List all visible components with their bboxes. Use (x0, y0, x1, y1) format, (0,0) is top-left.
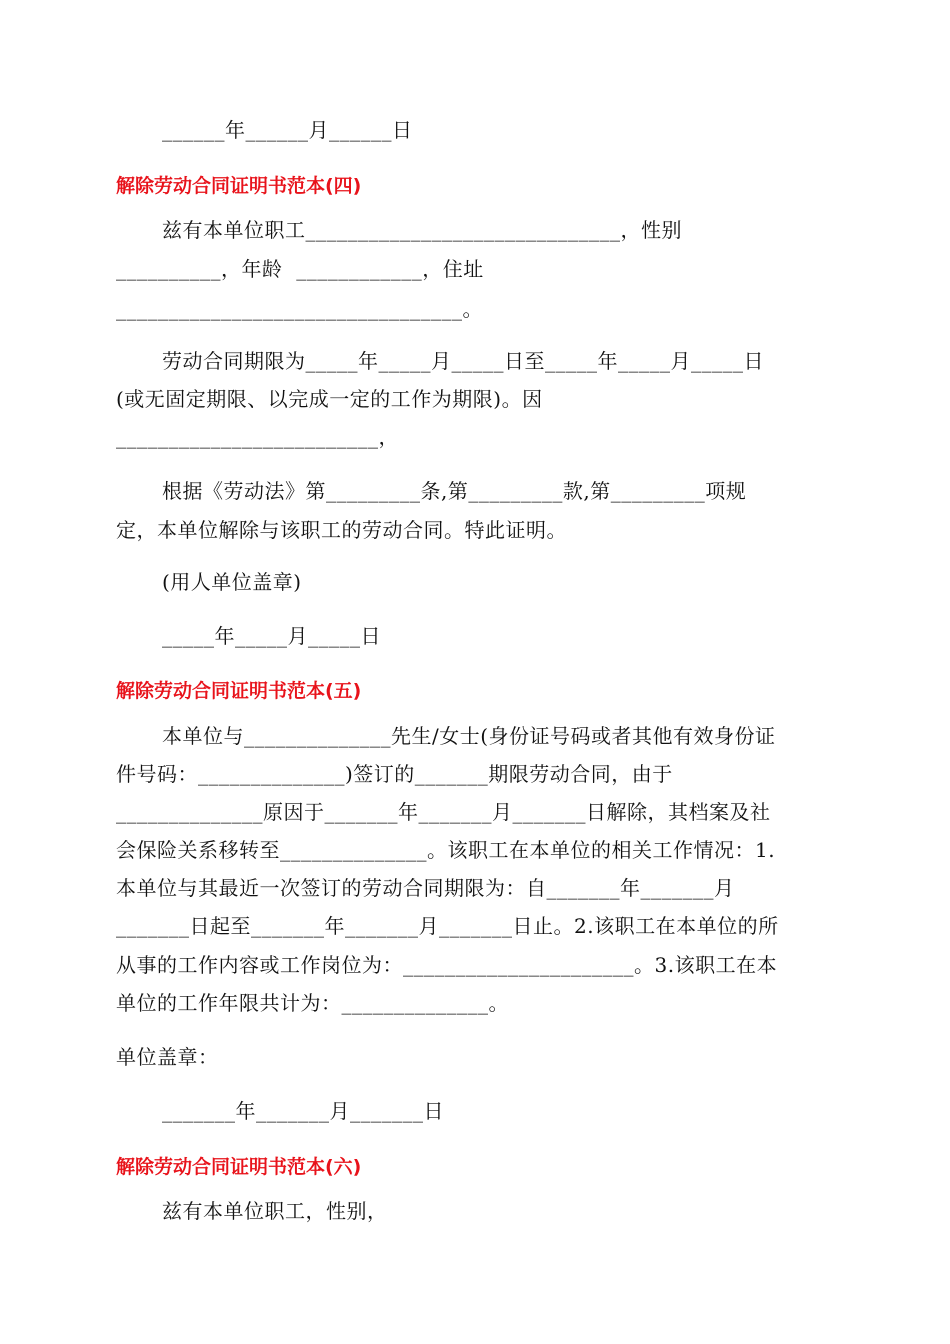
s5-line5: 本单位与其最近一次签订的劳动合同期限为：自_______年_______月 (116, 876, 735, 900)
s4-date-line: _____年_____月_____日 (162, 624, 381, 648)
s4-seal: (用人单位盖章) (162, 570, 302, 594)
s5-line8: 单位的工作年限共计为：______________。 (116, 991, 509, 1015)
s4-para2-line3: _________________________， (116, 425, 399, 449)
s5-line4: 会保险关系移转至______________。该职工在本单位的相关工作情况：1. (116, 838, 776, 862)
s6-line1: 兹有本单位职工，性别， (162, 1199, 388, 1223)
s4-para3-line2: 定，本单位解除与该职工的劳动合同。特此证明。 (116, 518, 567, 542)
s4-para2-line2: (或无固定期限、以完成一定的工作为期限)。因 (116, 387, 543, 411)
s4-para2-line1: 劳动合同期限为_____年_____月_____日至_____年_____月_____日 (162, 349, 764, 373)
date-line-top: ______年______月______日 (162, 118, 413, 142)
s5-line1: 本单位与______________先生/女士(身份证号码或者其他有效身份证 (162, 724, 776, 748)
s4-para3-line1: 根据《劳动法》第_________条,第_________款,第_________项规 (162, 479, 747, 503)
s5-line6: _______日起至_______年_______月_______日止。2.该职工在本单位的所 (116, 914, 779, 938)
s5-line3: ______________原因于_______年_______月_______日解除，其档案及社 (116, 800, 771, 824)
s4-para1-line3: _________________________________。 (116, 297, 483, 321)
section-4-heading: 解除劳动合同证明书范本(四) (116, 175, 362, 197)
s5-line7: 从事的工作内容或工作岗位为：______________________。3.该职工在本 (116, 953, 778, 977)
s5-date-line: _______年_______月_______日 (162, 1099, 444, 1123)
s4-para1-line2: __________，年龄 ____________，住址 (116, 257, 484, 281)
section-5-heading: 解除劳动合同证明书范本(五) (116, 680, 362, 702)
section-6-heading: 解除劳动合同证明书范本(六) (116, 1156, 362, 1178)
s4-para1-line1: 兹有本单位职工______________________________，性别 (162, 218, 682, 242)
s5-seal: 单位盖章： (116, 1045, 219, 1069)
s5-line2: 件号码：______________)签订的_______期限劳动合同，由于 (116, 762, 673, 786)
